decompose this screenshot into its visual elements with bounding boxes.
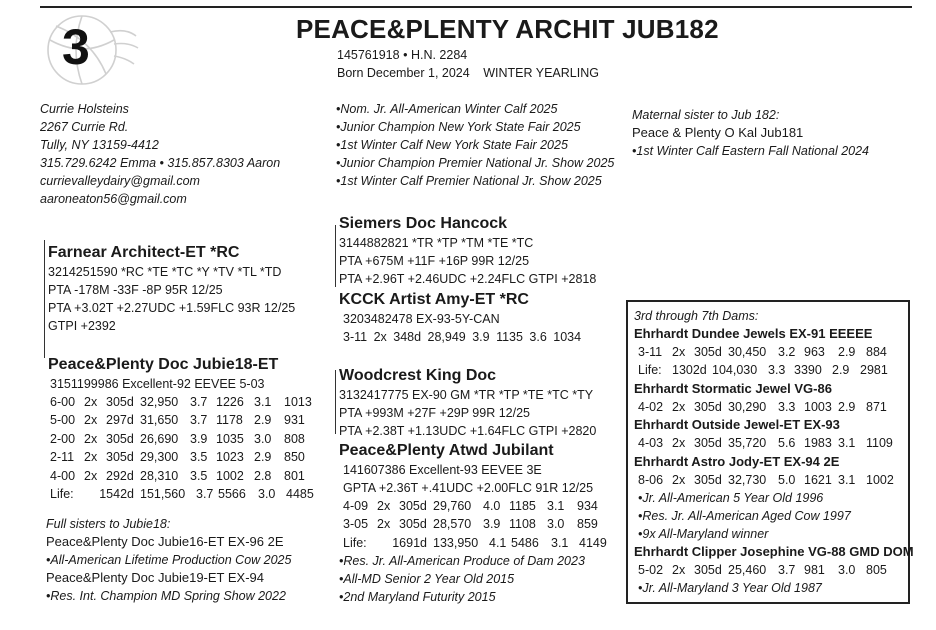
dam-dam-honor: •Res. Jr. All-American Produce of Dam 2023 xyxy=(339,554,585,569)
dam-7-name: Ehrhardt Clipper Josephine VG-88 GMD DOM xyxy=(634,544,914,560)
sire-name: Farnear Architect-ET *RC xyxy=(48,244,240,261)
honor-item: •1st Winter Calf New York State Fair 2025 xyxy=(336,138,568,152)
sister-honor: •All-American Lifetime Production Cow 2025 xyxy=(46,553,292,567)
dam-dam-reg: 141607386 Excellent-93 EEVEE 3E xyxy=(343,463,542,477)
birth-date: Born December 1, 2024 xyxy=(337,66,470,80)
dam-6-honor: •9x All-Maryland winner xyxy=(638,527,769,542)
honor-item: •1st Winter Calf Premier National Jr. Show 2025 xyxy=(336,174,602,188)
full-sisters-block xyxy=(46,515,291,605)
top-rule xyxy=(40,6,912,8)
consignor-phone: 315.729.6242 Emma • 315.857.8303 Aaron xyxy=(40,156,281,170)
record-row: 4-09 2x 305d 29,760 4.0 1185 3.1 934 xyxy=(343,499,598,513)
sire-sire-pta: PTA +675M +11F +16P 99R 12/25 xyxy=(339,254,530,268)
sire-sire-block xyxy=(339,214,596,288)
honor-item: •Nom. Jr. All-American Winter Calf 2025 xyxy=(336,102,558,116)
maternal-honor: •1st Winter Calf Eastern Fall National 2024 xyxy=(632,144,870,158)
dam-dam-block xyxy=(339,441,607,606)
sire-dam-block xyxy=(339,290,581,346)
record-row: 8-06 2x 305d 32,730 5.0 1621 3.1 1002 xyxy=(638,472,894,487)
dam-sire-block xyxy=(339,366,596,440)
sister-honor: •Res. Int. Champion MD Spring Show 2022 xyxy=(46,589,286,603)
consignor-address: 2267 Currie Rd. xyxy=(40,120,129,134)
honors-list xyxy=(336,100,614,190)
sire-bracket xyxy=(44,240,45,358)
sire-reg: 3214251590 *RC *TE *TC *Y *TV *TL *TD xyxy=(48,265,282,279)
lot-number: 3 xyxy=(62,19,90,75)
registration-number: 145761918 xyxy=(337,48,400,62)
record-row: 4-00 2x 292d 28,310 3.5 1002 2.8 801 xyxy=(50,468,305,483)
record-row: 4-02 2x 305d 30,290 3.3 1003 2.9 871 xyxy=(638,399,887,414)
dam-7-honor: •Jr. All-Maryland 3 Year Old 1987 xyxy=(638,581,822,596)
record-row: 3-11 2x 305d 30,450 3.2 963 2.9 884 xyxy=(638,345,887,359)
record-row: 2-11 2x 305d 29,300 3.5 1023 2.9 850 xyxy=(50,450,305,465)
record-row: 3-05 2x 305d 28,570 3.9 1108 3.0 859 xyxy=(343,517,598,532)
record-row: 2-00 2x 305d 26,690 3.9 1035 3.0 808 xyxy=(50,431,305,446)
dam-sire-pta-type: PTA +2.38T +1.13UDC +1.64FLC GTPI +2820 xyxy=(339,424,597,438)
dam-reg: 3151199986 Excellent-92 EEVEE 5-03 xyxy=(50,377,265,391)
honor-item: •Junior Champion Premier National Jr. Show 2025 xyxy=(336,156,615,170)
sire-dam-reg: 3203482478 EX-93-5Y-CAN xyxy=(343,312,500,326)
sire-pta: PTA -178M -33F -8P 95R 12/25 xyxy=(48,283,223,297)
sire-sire-name: Siemers Doc Hancock xyxy=(339,215,508,232)
maternal-sister-block xyxy=(632,106,869,160)
lifetime-row: Life: 1302d 104,030 3.3 3390 2.9 2981 xyxy=(638,363,888,378)
dam-3-name: Ehrhardt Dundee Jewels EX-91 EEEEE xyxy=(634,326,873,341)
dam-sire-pta: PTA +993M +27F +29P 99R 12/25 xyxy=(339,406,530,420)
basketball-icon xyxy=(40,10,140,90)
sire-sire-pta-type: PTA +2.96T +2.46UDC +2.24FLC GTPI +2818 xyxy=(339,272,597,286)
lifetime-row: Life: 1542d 151,560 3.7 5566 3.0 4485 xyxy=(50,487,314,502)
show-class: WINTER YEARLING xyxy=(483,66,599,80)
herd-number: H.N. 2284 xyxy=(410,48,468,62)
maternal-heading: Maternal sister to Jub 182: xyxy=(632,108,780,122)
sire-gtpi: GTPI +2392 xyxy=(48,319,116,333)
sire-pta-type: PTA +3.02T +2.27UDC +1.59FLC 93R 12/25 xyxy=(48,301,296,315)
dam-dam-honor: •2nd Maryland Futurity 2015 xyxy=(339,590,496,605)
dam-6-name: Ehrhardt Astro Jody-ET EX-94 2E xyxy=(634,453,840,469)
dam-name: Peace&Plenty Doc Jubie18-ET xyxy=(48,356,279,373)
sire-block xyxy=(48,243,295,335)
dam-4-name: Ehrhardt Stormatic Jewel VG-86 xyxy=(634,380,832,396)
dam-dam-gpta: GPTA +2.36T +.41UDC +2.00FLC 91R 12/25 xyxy=(343,481,594,495)
consignor-city: Tully, NY 13159-4412 xyxy=(40,138,159,152)
sire-sire-bracket xyxy=(335,225,336,287)
sire-dam-name: KCCK Artist Amy-ET *RC xyxy=(339,291,529,308)
sisters-heading: Full sisters to Jubie18: xyxy=(46,517,171,531)
bullet-separator: • xyxy=(403,48,408,62)
dam-sire-bracket xyxy=(335,370,336,434)
lot-title: PEACE&PLENTY ARCHIT JUB182 xyxy=(296,14,719,44)
consignor-email-2: aaroneaton56@gmail.com xyxy=(40,192,187,206)
sire-dam-record: 3-11 2x 348d 28,949 3.9 1135 3.6 1034 xyxy=(343,330,582,344)
registration-line xyxy=(337,46,467,64)
consignor-block xyxy=(40,100,280,208)
sire-sire-reg: 3144882821 *TR *TP *TM *TE *TC xyxy=(339,236,534,250)
dam-5-name: Ehrhardt Outside Jewel-ET EX-93 xyxy=(634,417,840,433)
dam-sire-reg: 3132417775 EX-90 GM *TR *TP *TE *TC *TY xyxy=(339,388,594,402)
dams-box-content xyxy=(634,307,914,597)
honor-item: •Junior Champion New York State Fair 2025 xyxy=(336,120,581,134)
record-row: 4-03 2x 305d 35,720 5.6 1983 3.1 1109 xyxy=(638,436,893,451)
dam-block xyxy=(48,355,314,503)
maternal-name: Peace & Plenty O Kal Jub181 xyxy=(632,125,804,140)
lifetime-row: Life: 1691d 133,950 4.1 5486 3.1 4149 xyxy=(343,535,607,550)
record-row: 5-02 2x 305d 25,460 3.7 981 3.0 805 xyxy=(638,563,887,578)
dam-dam-honor: •All-MD Senior 2 Year Old 2015 xyxy=(339,572,515,587)
consignor-name: Currie Holsteins xyxy=(40,102,129,116)
sister-name: Peace&Plenty Doc Jubie16-ET EX-96 2E xyxy=(46,534,284,549)
birth-line xyxy=(337,64,599,82)
dam-dam-records xyxy=(343,497,607,552)
dam-records xyxy=(50,393,314,503)
dam-6-honor: •Res. Jr. All-American Aged Cow 1997 xyxy=(638,509,851,524)
dam-sire-name: Woodcrest King Doc xyxy=(339,367,497,384)
consignor-email: currievalleydairy@gmail.com xyxy=(40,174,200,188)
dam-6-honor: •Jr. All-American 5 Year Old 1996 xyxy=(638,491,824,506)
record-row: 5-00 2x 297d 31,650 3.7 1178 2.9 931 xyxy=(50,413,305,428)
dam-dam-name: Peace&Plenty Atwd Jubilant xyxy=(339,442,554,459)
sister-name: Peace&Plenty Doc Jubie19-ET EX-94 xyxy=(46,570,264,585)
dams-box-heading: 3rd through 7th Dams: xyxy=(634,309,759,323)
record-row: 6-00 2x 305d 32,950 3.7 1226 3.1 1013 xyxy=(50,395,312,409)
